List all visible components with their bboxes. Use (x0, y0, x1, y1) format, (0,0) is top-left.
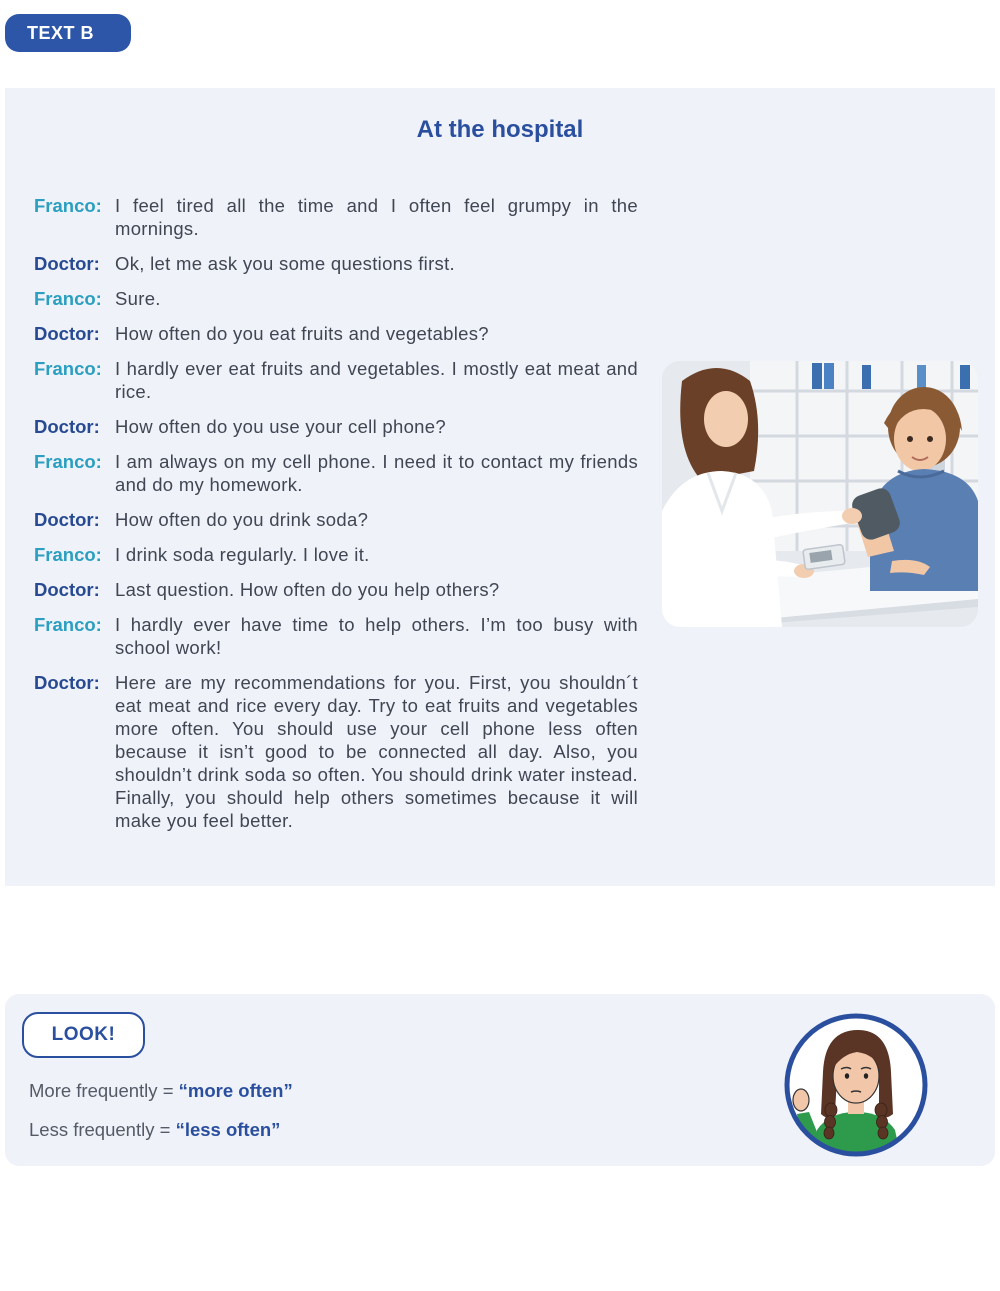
hospital-photo (662, 361, 978, 627)
speaker-doctor: Doctor: (34, 509, 100, 530)
text-b-label: TEXT B (27, 22, 95, 43)
utterance: Last question. How often do you help others? (115, 579, 500, 600)
look-panel (5, 994, 995, 1166)
utterance: Here are my recommendations for you. First, you shouldn´t eat meat and rice every day. Try to eat fruits and vegetables more often. You should use your cell phone less often because it isn’t good to be connected all day. Also, you shouldn’t drink soda so often. You should drink water instead. Finally, you should help others sometimes because it will make you feel better. (115, 672, 638, 831)
dialog-line (34, 543, 638, 566)
speaker-doctor: Doctor: (34, 323, 100, 344)
dialog-line (34, 252, 638, 275)
equals-sign: = (159, 1119, 176, 1140)
text-b-badge (5, 14, 131, 52)
dialog-line (34, 357, 638, 403)
girl-avatar (783, 1012, 929, 1158)
utterance: Ok, let me ask you some questions first. (115, 253, 455, 274)
utterance: I drink soda regularly. I love it. (115, 544, 370, 565)
look-item-phrase: “less often” (175, 1119, 281, 1140)
dialog-lines (34, 194, 638, 844)
dialog-panel (5, 88, 995, 886)
dialog-line (34, 287, 638, 310)
speaker-doctor: Doctor: (34, 416, 100, 437)
girl-waving-illustration (783, 1012, 929, 1158)
utterance: I hardly ever have time to help others. I’m too busy with school work! (115, 614, 638, 658)
look-item-phrase: “more often” (178, 1080, 293, 1101)
dialog-line (34, 450, 638, 496)
utterance: How often do you drink soda? (115, 509, 369, 530)
doctor-patient-illustration (662, 361, 978, 627)
speaker-doctor: Doctor: (34, 672, 100, 693)
look-item-label: More frequently (29, 1080, 158, 1101)
dialog-line (34, 613, 638, 659)
look-label: LOOK! (51, 1024, 116, 1045)
speaker-franco: Franco: (34, 195, 102, 216)
speaker-franco: Franco: (34, 614, 102, 635)
dialog-line (34, 194, 638, 240)
dialog-line (34, 415, 638, 438)
speaker-franco: Franco: (34, 288, 102, 309)
speaker-franco: Franco: (34, 544, 102, 565)
equals-sign: = (162, 1080, 179, 1101)
speaker-doctor: Doctor: (34, 253, 100, 274)
look-item-less (29, 1119, 280, 1141)
look-item-more (29, 1080, 293, 1102)
utterance: How often do you eat fruits and vegetables? (115, 323, 489, 344)
speaker-franco: Franco: (34, 358, 102, 379)
dialog-line (34, 671, 638, 832)
utterance: I hardly ever eat fruits and vegetables. I mostly eat meat and rice. (115, 358, 638, 402)
speaker-franco: Franco: (34, 451, 102, 472)
utterance: I feel tired all the time and I often feel grumpy in the mornings. (115, 195, 638, 239)
dialog-line (34, 578, 638, 601)
dialog-line (34, 322, 638, 345)
utterance: How often do you use your cell phone? (115, 416, 446, 437)
speaker-doctor: Doctor: (34, 579, 100, 600)
look-badge (22, 1012, 145, 1058)
look-item-label: Less frequently (29, 1119, 155, 1140)
dialog-title: At the hospital (416, 116, 584, 143)
utterance: I am always on my cell phone. I need it to contact my friends and do my homework. (115, 451, 638, 495)
utterance: Sure. (115, 288, 161, 309)
dialog-line (34, 508, 638, 531)
